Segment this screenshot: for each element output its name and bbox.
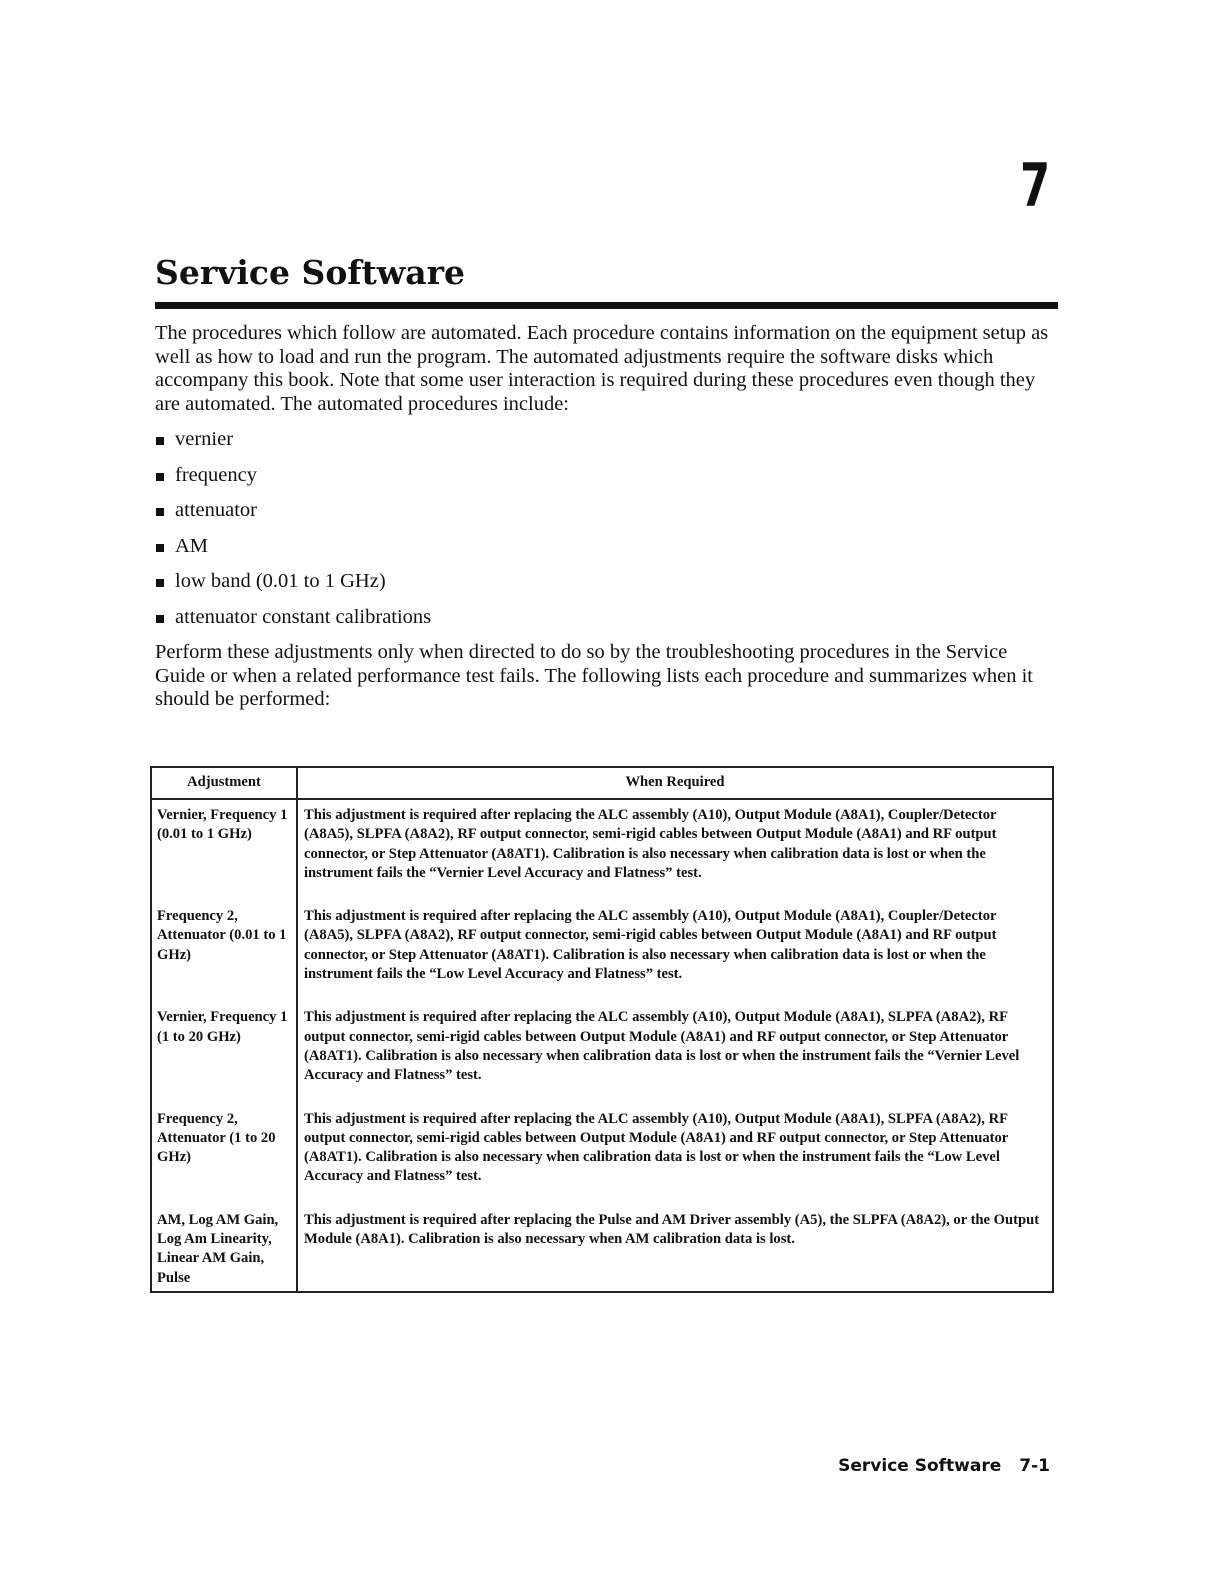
cell-adjustment: AM, Log AM Gain, Log Am Linearity, Linear AM Gain, Pulse [151,1205,297,1292]
list-item [155,464,1058,488]
cell-adjustment: Frequency 2, Attenuator (1 to 20 GHz) [151,1104,297,1205]
list-item-label: attenuator [175,499,257,521]
cell-when-required: This adjustment is required after replacing the Pulse and AM Driver assembly (A5), the SLPFA (A8A2), or the Output Module (A8A1). Calibration is also necessary when AM calibration data is lost. [304,1211,1040,1248]
table-row [151,1002,1053,1103]
table-row [151,1104,1053,1205]
bullet-square-icon [156,437,164,445]
cell-when-required: This adjustment is required after replacing the ALC assembly (A10), Output Module (A8A1), Coupler/Detector (A8A5), SLPFA (A8A2), RF output connector, semi-rigid cables between Output Module (A8A1) and RF output connector, or Step Attenuator (A8AT1). Calibration is also necessary when calibration data is lost or when the instrument fails the “Low Level Accuracy and Flatness” test. [304,908,997,983]
list-item [155,570,1058,594]
bullet-square-icon [156,579,164,587]
table-header-row [151,767,1053,799]
intro-paragraph: The procedures which follow are automated. Each procedure contains information on the equipment setup as well as how to load and run the program. The automated adjustments require the software disks which accompany this book. Note that some user interaction is required during these procedures even though they are automated. The automated procedures include: [155,322,1049,415]
table-row [151,1205,1053,1292]
procedure-list [155,428,1058,629]
bullet-square-icon [156,615,164,623]
cell-adjustment: Vernier, Frequency 1 (1 to 20 GHz) [151,1002,297,1103]
cell-when-required: This adjustment is required after replacing the ALC assembly (A10), Output Module (A8A1), SLPFA (A8A2), RF output connector, semi-rigid cables between Output Module (A8A1) and RF output connector, or Step Attenuator (A8AT1). Calibration is also necessary when calibration data is lost or when the instrument fails the “Vernier Level Accuracy and Flatness” test. [304,1009,1020,1084]
list-item [155,606,1058,630]
cell-when-required: This adjustment is required after replacing the ALC assembly (A10), Output Module (A8A1), Coupler/Detector (A8A5), SLPFA (A8A2), RF output connector, semi-rigid cables between Output Module (A8A1) and RF output connector, or Step Attenuator (A8AT1). Calibration is also necessary when calibration data is lost or when the instrument fails the “Vernier Level Accuracy and Flatness” test. [304,807,997,881]
list-item-label: frequency [175,463,257,486]
footer-page-number: 7-1 [1019,1456,1050,1476]
column-header-when-required: When Required [297,767,1053,799]
adjustment-table [150,766,1054,1293]
list-item-label: AM [175,534,209,557]
cell-when-required: This adjustment is required after replacing the ALC assembly (A10), Output Module (A8A1), SLPFA (A8A2), RF output connector, semi-rigid cables between Output Module (A8A1) and RF output connector, or Step Attenuator (A8AT1). Calibration is also necessary when calibration data is lost or when the instrument fails the “Low Level Accuracy and Flatness” test. [304,1110,1009,1185]
list-item [155,428,1058,452]
bullet-square-icon [156,508,164,516]
list-item [155,535,1058,559]
chapter-title: Service Software [155,253,465,292]
page-footer [838,1454,1050,1478]
list-item-label: vernier [175,428,234,450]
cell-adjustment: Frequency 2, Attenuator (0.01 to 1 GHz) [151,901,297,1002]
bullet-square-icon [156,473,164,481]
main-content [155,322,1058,712]
cell-adjustment: Vernier, Frequency 1 (0.01 to 1 GHz) [151,799,297,901]
title-rule [155,302,1058,309]
bullet-square-icon [156,544,164,552]
table-row [151,901,1053,1002]
chapter-number: 7 [1020,151,1051,221]
list-item-label: low band (0.01 to 1 GHz) [175,570,386,592]
table-row [151,799,1053,901]
closing-paragraph: Perform these adjustments only when directed to do so by the troubleshooting procedures in the Service Guide or when a related performance test fails. The following lists each procedure and summarizes when it should be performed: [155,641,1033,710]
column-header-adjustment: Adjustment [151,767,297,799]
list-item-label: attenuator constant calibrations [175,605,432,628]
footer-section-title: Service Software [838,1456,1002,1476]
list-item [155,499,1058,523]
